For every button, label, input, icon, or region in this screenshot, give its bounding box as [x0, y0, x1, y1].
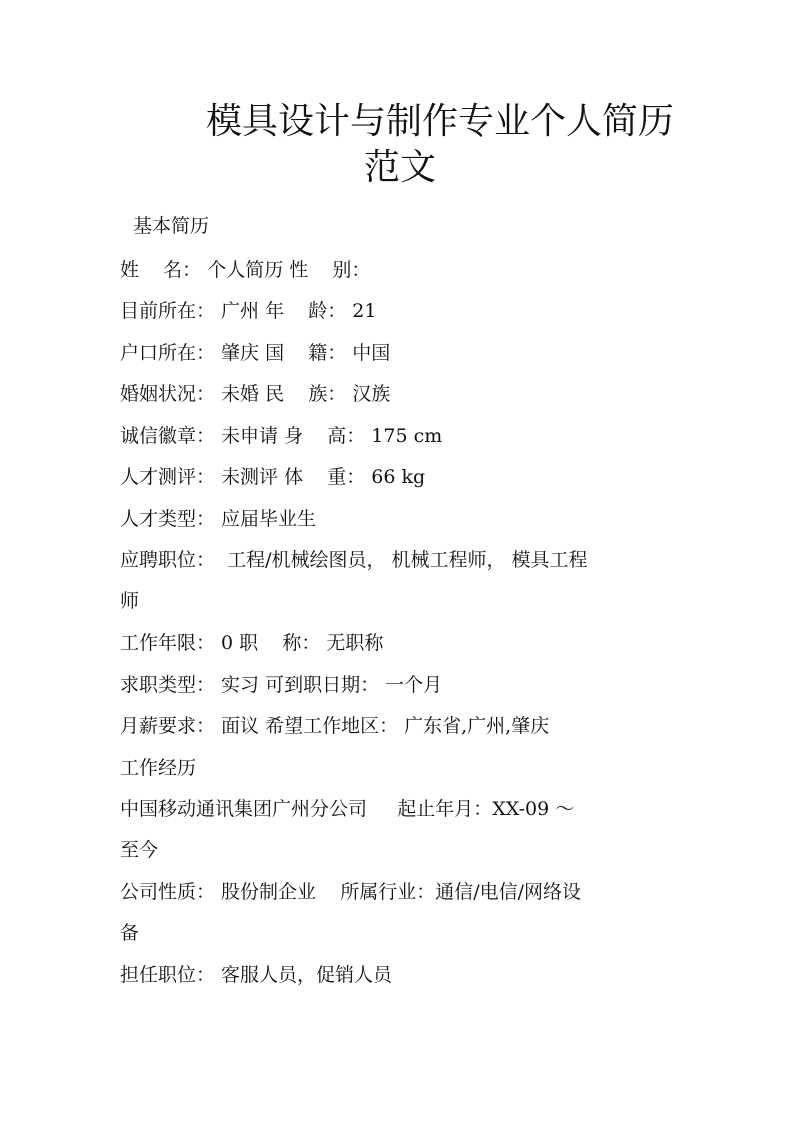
basic-line-job-type: 求职类型： 实习 可到职日期： 一个月 — [120, 674, 443, 696]
basic-line-name-gender: 姓 名： 个人简历 性 别： — [120, 259, 371, 281]
section-heading-work: 工作经历 — [120, 757, 197, 779]
basic-line-hukou-nationality: 户口所在： 肇庆 国 籍： 中国 — [120, 342, 391, 364]
work-line-company-period: 中国移动通讯集团广州分公司 起止年月：XX-09 ～ — [120, 798, 575, 820]
basic-line-assessment-weight: 人才测评： 未测评 体 重： 66 kg — [120, 466, 426, 488]
work-line-industry-continued: 备 — [120, 922, 140, 944]
basic-line-years-title: 工作年限： 0 职 称： 无职称 — [120, 632, 384, 654]
work-line-period-continued: 至今 — [120, 839, 159, 861]
basic-line-badge-height: 诚信徽章： 未申请 身 高： 175 cm — [120, 425, 443, 447]
basic-line-position: 应聘职位： 工程/机械绘图员， 机械工程师， 模具工程 — [120, 549, 588, 571]
section-heading-basic: 基本简历 — [133, 215, 210, 237]
basic-line-marital-ethnicity: 婚姻状况： 未婚 民 族： 汉族 — [120, 383, 391, 405]
document-title-line-1: 模具设计与制作专业个人简历 — [206, 101, 675, 142]
work-line-role: 担任职位： 客服人员，促销人员 — [120, 964, 393, 986]
basic-line-position-continued: 师 — [120, 590, 140, 612]
basic-line-salary-region: 月薪要求： 面议 希望工作地区： 广东省,广州,肇庆 — [120, 715, 550, 737]
work-line-company-nature-industry: 公司性质： 股份制企业 所属行业：通信/电信/网络设 — [120, 881, 582, 903]
document-title-line-2: 范文 — [364, 147, 437, 188]
basic-line-location-age: 目前所在： 广州 年 龄： 21 — [120, 300, 377, 322]
basic-line-talent-type: 人才类型： 应届毕业生 — [120, 508, 317, 530]
